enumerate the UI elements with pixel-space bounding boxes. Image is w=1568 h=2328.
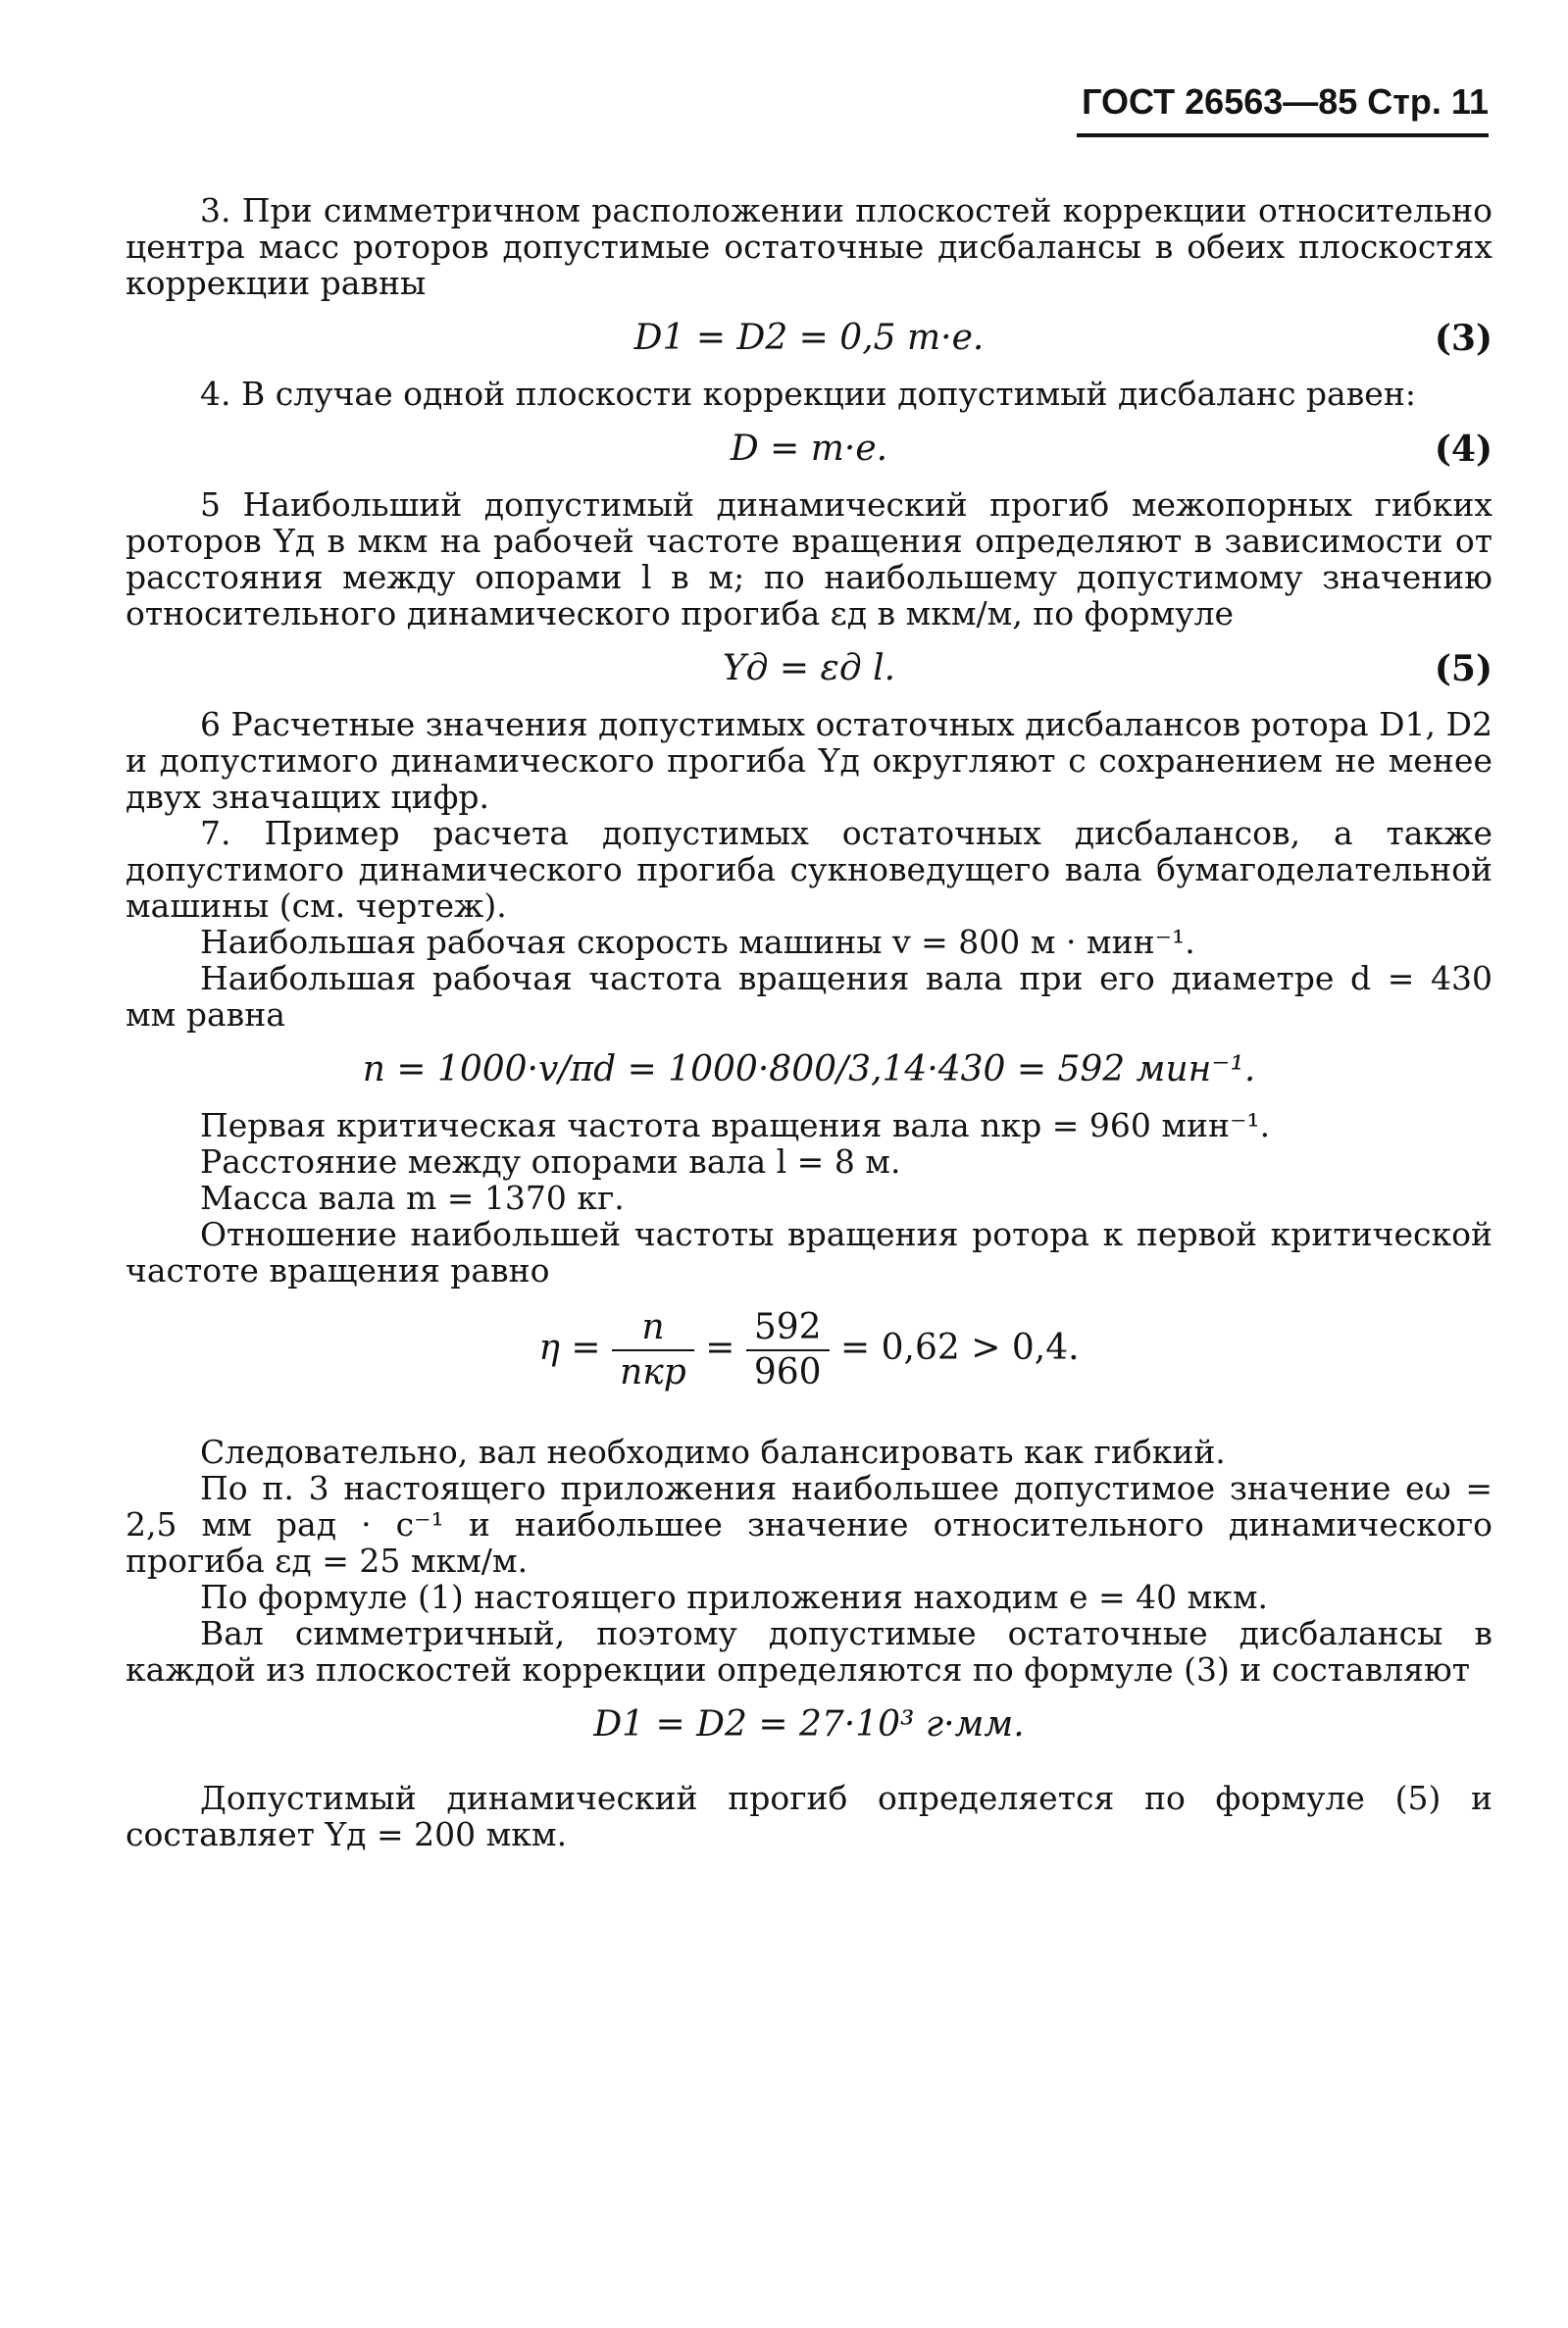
formula-n	[126, 1042, 1492, 1097]
formula-3	[126, 311, 1492, 366]
formula-5-expression: Yд = εд l.	[722, 648, 896, 688]
formula-4-expression: D = m·e.	[730, 429, 888, 469]
formula-D-expression: D1 = D2 = 27·10³ г·мм.	[593, 1704, 1025, 1745]
distance-line: Расстояние между опорами вала l = 8 м.	[200, 1142, 901, 1181]
paragraph-3: 3. При симметричном расположении плоскостей коррекции относительно центра масс роторов допустимые остаточные дисбалансы в обеих плоскостях коррекции равны	[126, 191, 1492, 302]
formula-eta	[126, 1300, 1492, 1426]
formula-5-number: (5)	[1434, 648, 1492, 689]
formula-4-number: (4)	[1434, 429, 1492, 470]
fraction-denominator-960: 960	[753, 1352, 822, 1392]
frequency-line: Наибольшая рабочая частота вращения вала при его диаметре d = 430 мм равна	[126, 959, 1492, 1034]
formula-eta-expression	[126, 1308, 1492, 1392]
ratio-line: Отношение наибольшей частоты вращения ротора к первой критической частоте вращения равно	[126, 1215, 1492, 1290]
formula-3-number: (3)	[1434, 318, 1492, 359]
fraction-n-over-nkr	[612, 1308, 694, 1392]
fraction-numerator-592: 592	[746, 1308, 830, 1351]
mass-line: Масса вала m = 1370 кг.	[200, 1179, 625, 1217]
paragraph-4: 4. В случае одной плоскости коррекции допустимый дисбаланс равен:	[200, 375, 1416, 413]
by-formula-1-line: По формуле (1) настоящего приложения находим e = 40 мкм.	[200, 1578, 1269, 1616]
final-paragraph: Допустимый динамический прогиб определяется по формуле (5) и составляет Yд = 200 мкм.	[126, 1779, 1492, 1853]
formula-3-expression: D1 = D2 = 0,5 m·e.	[633, 318, 985, 358]
fraction-592-over-960	[746, 1308, 830, 1392]
critical-frequency-line: Первая критическая частота вращения вала nкр = 960 мин⁻¹.	[200, 1106, 1271, 1144]
by-clause-3-paragraph: По п. 3 настоящего приложения наибольшее допустимое значение eω = 2,5 мм рад · c⁻¹ и наибольшее значение относительного динамического прогиба εд = 25 мкм/м.	[126, 1469, 1492, 1580]
eta-left: η =	[538, 1328, 601, 1368]
document-body	[126, 192, 1492, 1852]
speed-line: Наибольшая рабочая скорость машины v = 800 м · мин⁻¹.	[200, 923, 1195, 961]
formula-D	[126, 1697, 1492, 1752]
formula-n-expression: n = 1000·v/πd = 1000·800/3,14·430 = 592 мин⁻¹.	[362, 1049, 1256, 1089]
symmetric-paragraph: Вал симметричный, поэтому допустимые остаточные дисбалансы в каждой из плоскостей коррекции определяются по формуле (3) и составляют	[126, 1614, 1492, 1689]
fraction-numerator-n: n	[612, 1308, 694, 1351]
formula-4	[126, 422, 1492, 477]
paragraph-5: 5 Наибольший допустимый динамический прогиб межопорных гибких роторов Yд в мкм на рабочей частоте вращения определяют в зависимости от расстояния между опорами l в м; по наибольшему допустимому значению относительного динамического прогиба εд в мкм/м, по формуле	[126, 485, 1492, 633]
spacer	[126, 1762, 1492, 1780]
formula-5	[126, 641, 1492, 696]
page-header: ГОСТ 26563—85 Стр. 11	[1082, 81, 1489, 122]
flexible-line: Следовательно, вал необходимо балансировать как гибкий.	[200, 1433, 1226, 1471]
paragraph-7: 7. Пример расчета допустимых остаточных дисбалансов, а также допустимого динамического прогиба сукноведущего вала бумагоделательной машины (см. чертеж).	[126, 814, 1492, 925]
fraction-denominator-nkr: nкр	[620, 1352, 686, 1392]
eta-equals: =	[705, 1328, 735, 1368]
paragraph-6: 6 Расчетные значения допустимых остаточных дисбалансов ротора D1, D2 и допустимого динамического прогиба Yд округляют с сохранением не менее двух значащих цифр.	[126, 705, 1492, 816]
eta-right: = 0,62 > 0,4.	[840, 1328, 1080, 1368]
header-rule	[1077, 133, 1489, 137]
